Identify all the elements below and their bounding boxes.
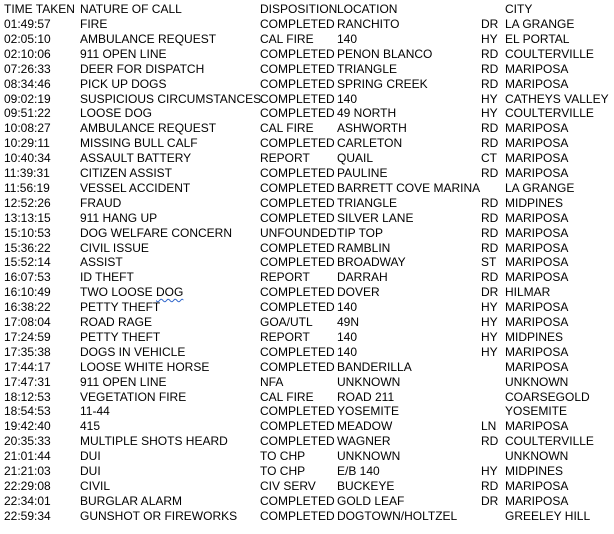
cell-city: GREELEY HILL <box>505 508 591 523</box>
cell-location: E/B 140 <box>337 464 380 478</box>
cell-nature: DUI <box>80 464 101 478</box>
cell-time: 21:01:44 <box>4 449 51 464</box>
cell-city: MARIPOSA <box>505 359 569 374</box>
cell-location: TIP TOP <box>337 225 384 240</box>
cell-location: BARRETT COVE MARINA <box>337 180 481 195</box>
cell-location: 140 <box>337 300 358 315</box>
cell-disposition: COMPLETED <box>260 210 335 225</box>
cell-location: DOVER <box>337 285 380 300</box>
header-row <box>0 2 614 17</box>
cell-disposition: COMPLETED <box>260 255 335 270</box>
table-row <box>0 300 614 315</box>
cell-nature: FIRE <box>80 17 108 31</box>
table-row <box>0 226 614 241</box>
cell-time: 22:34:01 <box>4 493 51 508</box>
cell-city: MARIPOSA <box>505 478 569 493</box>
cell-time: 17:44:17 <box>4 359 51 374</box>
table-row <box>0 92 614 107</box>
cell-time: 10:08:27 <box>4 121 51 136</box>
cell-time: 16:10:49 <box>4 285 51 300</box>
cell-location: 140 <box>337 344 358 359</box>
cell-disposition: COMPLETED <box>260 300 335 315</box>
table-row <box>0 106 614 121</box>
cell-street-suffix: RD <box>481 270 499 285</box>
cell-disposition: COMPLETED <box>260 419 335 434</box>
cell-time: 17:08:04 <box>4 315 51 329</box>
cell-nature: CITIZEN ASSIST <box>80 166 173 180</box>
cell-nature: FRAUD <box>80 195 122 210</box>
cell-city: MARIPOSA <box>505 121 569 136</box>
table-row <box>0 360 614 375</box>
cell-location: SILVER LANE <box>337 210 414 225</box>
table-row <box>0 181 614 196</box>
cell-disposition: COMPLETED <box>260 76 335 91</box>
cell-nature: VESSEL ACCIDENT <box>80 180 191 195</box>
cell-location: ASHWORTH <box>337 121 407 136</box>
cell-nature: ROAD RAGE <box>80 315 153 329</box>
cell-nature: LOOSE DOG <box>80 106 153 121</box>
cell-city: MARIPOSA <box>505 419 569 434</box>
cell-location: DARRAH <box>337 270 388 285</box>
cell-nature: TWO LOOSE DOG <box>80 285 184 300</box>
cell-street-suffix: HY <box>481 329 498 344</box>
cell-nature: 11-44 <box>80 404 110 419</box>
cell-street-suffix: DR <box>481 17 499 31</box>
cell-city: LA GRANGE <box>505 180 575 195</box>
cell-street-suffix: HY <box>481 464 498 478</box>
cell-city: MARIPOSA <box>505 344 569 359</box>
cell-time: 15:10:53 <box>4 225 51 240</box>
cell-nature: ID THEFT <box>80 270 134 285</box>
cell-location: PENON BLANCO <box>337 46 433 61</box>
cell-street-suffix: RD <box>481 136 499 151</box>
cell-city: EL PORTAL <box>505 31 570 46</box>
cell-disposition: COMPLETED <box>260 493 335 508</box>
cell-city: MARIPOSA <box>505 76 569 91</box>
cell-location: RAMBLIN <box>337 240 391 255</box>
cell-nature: DOGS IN VEHICLE <box>80 344 186 359</box>
cell-time: 18:54:53 <box>4 404 51 419</box>
cell-city: MARIPOSA <box>505 166 569 180</box>
cell-disposition: TO CHP <box>260 464 306 478</box>
cell-street-suffix: RD <box>481 478 499 493</box>
cell-location: BANDERILLA <box>337 359 412 374</box>
cell-disposition: COMPLETED <box>260 344 335 359</box>
table-row <box>0 375 614 390</box>
cell-location: BUCKEYE <box>337 478 395 493</box>
cell-disposition: COMPLETED <box>260 166 335 180</box>
cell-disposition: REPORT <box>260 270 310 285</box>
cell-time: 01:49:57 <box>4 17 51 31</box>
cell-location: 49N <box>337 315 360 329</box>
cell-nature: 911 OPEN LINE <box>80 46 167 61</box>
cell-disposition: CAL FIRE <box>260 31 314 46</box>
table-row <box>0 32 614 47</box>
cell-location: MEADOW <box>337 419 393 434</box>
cell-location: UNKNOWN <box>337 449 401 464</box>
cell-nature: GUNSHOT OR FIREWORKS <box>80 508 238 523</box>
cell-location: 140 <box>337 31 358 46</box>
header-time: TIME TAKEN <box>4 2 75 16</box>
cell-city: MIDPINES <box>505 329 564 344</box>
cell-time: 09:02:19 <box>4 91 51 106</box>
cell-nature: BURGLAR ALARM <box>80 493 183 508</box>
cell-disposition: COMPLETED <box>260 180 335 195</box>
cell-street-suffix: RD <box>481 225 499 240</box>
cell-city: MARIPOSA <box>505 493 569 508</box>
table-row <box>0 62 614 77</box>
cell-nature: AMBULANCE REQUEST <box>80 121 217 136</box>
cell-nature: VEGETATION FIRE <box>80 389 187 404</box>
cell-time: 20:35:33 <box>4 434 51 449</box>
cell-time: 19:42:40 <box>4 419 51 434</box>
cell-city: COULTERVILLE <box>505 46 594 61</box>
cell-street-suffix: RD <box>481 76 499 91</box>
cell-nature: PICK UP DOGS <box>80 76 167 91</box>
cell-time: 08:34:46 <box>4 76 51 91</box>
cell-time: 11:39:31 <box>4 166 50 180</box>
cell-location: 140 <box>337 329 358 344</box>
cell-time: 17:47:31 <box>4 374 51 389</box>
cell-location: DOGTOWN/HOLTZEL <box>337 508 458 523</box>
cell-disposition: COMPLETED <box>260 285 335 300</box>
cell-time: 18:12:53 <box>4 389 51 404</box>
cell-city: COARSEGOLD <box>505 389 590 404</box>
table-row <box>0 211 614 226</box>
cell-disposition: COMPLETED <box>260 46 335 61</box>
cell-city: MARIPOSA <box>505 255 569 270</box>
table-row <box>0 47 614 62</box>
table-row <box>0 17 614 32</box>
cell-nature: 911 HANG UP <box>80 210 158 225</box>
cell-street-suffix: RD <box>481 61 499 76</box>
cell-disposition: COMPLETED <box>260 240 335 255</box>
cell-location: RANCHITO <box>337 17 400 31</box>
header-disposition: DISPOSITION <box>260 2 338 16</box>
table-row <box>0 494 614 509</box>
cell-disposition: CAL FIRE <box>260 389 314 404</box>
cell-nature: DUI <box>80 449 101 464</box>
table-row <box>0 509 614 524</box>
cell-disposition: COMPLETED <box>260 508 335 523</box>
cell-disposition: COMPLETED <box>260 359 335 374</box>
cell-disposition: NFA <box>260 374 284 389</box>
cell-location: TRIANGLE <box>337 61 398 76</box>
cell-location: CARLETON <box>337 136 403 151</box>
cell-city: MARIPOSA <box>505 270 569 285</box>
cell-disposition: COMPLETED <box>260 434 335 449</box>
cell-location: SPRING CREEK <box>337 76 428 91</box>
cell-nature: PETTY THEFT <box>80 300 161 315</box>
cell-disposition: COMPLETED <box>260 195 335 210</box>
cell-location: 140 <box>337 91 358 106</box>
cell-city: MARIPOSA <box>505 151 569 166</box>
cell-location: QUAIL <box>337 151 374 166</box>
cell-time: 17:35:38 <box>4 344 51 359</box>
cell-city: MARIPOSA <box>505 225 569 240</box>
cell-street-suffix: HY <box>481 300 498 315</box>
cell-location: ROAD 211 <box>337 389 395 404</box>
cell-location: BROADWAY <box>337 255 406 270</box>
cell-city: MARIPOSA <box>505 240 569 255</box>
cell-time: 21:21:03 <box>4 464 51 478</box>
cell-city: MARIPOSA <box>505 136 569 151</box>
cell-nature: LOOSE WHITE HORSE <box>80 359 210 374</box>
table-row <box>0 121 614 136</box>
cell-location: WAGNER <box>337 434 391 449</box>
cell-city: COULTERVILLE <box>505 106 594 121</box>
cell-city: HILMAR <box>505 285 551 300</box>
cell-street-suffix: RD <box>481 46 499 61</box>
table-row <box>0 434 614 449</box>
cell-city: MARIPOSA <box>505 61 569 76</box>
cell-street-suffix: DR <box>481 493 499 508</box>
table-row <box>0 390 614 405</box>
cell-street-suffix: HY <box>481 31 498 46</box>
cell-location: YOSEMITE <box>337 404 400 419</box>
table-row <box>0 449 614 464</box>
cell-street-suffix: RD <box>481 166 499 180</box>
cell-city: MARIPOSA <box>505 300 569 315</box>
cell-time: 10:29:11 <box>4 136 50 151</box>
cell-city: MARIPOSA <box>505 210 569 225</box>
cell-street-suffix: HY <box>481 315 498 329</box>
cell-disposition: COMPLETED <box>260 136 335 151</box>
cell-disposition: TO CHP <box>260 449 306 464</box>
cell-street-suffix: RD <box>481 121 499 136</box>
cell-street-suffix: RD <box>481 210 499 225</box>
table-row <box>0 241 614 256</box>
cell-time: 13:13:15 <box>4 210 51 225</box>
header-nature: NATURE OF CALL <box>80 2 182 16</box>
cell-street-suffix: DR <box>481 285 499 300</box>
cell-time: 11:56:19 <box>4 180 50 195</box>
cell-nature: DOG WELFARE CONCERN <box>80 225 233 240</box>
table-row <box>0 419 614 434</box>
cell-location: UNKNOWN <box>337 374 401 389</box>
cell-disposition: REPORT <box>260 329 310 344</box>
cell-street-suffix: ST <box>481 255 497 270</box>
table-row <box>0 464 614 479</box>
cell-location: PAULINE <box>337 166 388 180</box>
cell-nature: PETTY THEFT <box>80 329 161 344</box>
cell-street-suffix: HY <box>481 344 498 359</box>
cell-nature: CIVIL ISSUE <box>80 240 149 255</box>
cell-city: CATHEYS VALLEY <box>505 91 609 106</box>
cell-disposition: GOA/UTL <box>260 315 313 329</box>
cell-street-suffix: LN <box>481 419 497 434</box>
cell-street-suffix: RD <box>481 240 499 255</box>
cell-city: YOSEMITE <box>505 404 568 419</box>
cell-location: GOLD LEAF <box>337 493 405 508</box>
cell-disposition: COMPLETED <box>260 91 335 106</box>
cell-nature: MULTIPLE SHOTS HEARD <box>80 434 228 449</box>
cell-nature: CIVIL <box>80 478 111 493</box>
cell-nature: 415 <box>80 419 101 434</box>
cell-nature: 911 OPEN LINE <box>80 374 167 389</box>
table-row <box>0 151 614 166</box>
table-row <box>0 330 614 345</box>
table-row <box>0 404 614 419</box>
table-row <box>0 196 614 211</box>
cell-nature: MISSING BULL CALF <box>80 136 198 151</box>
cell-time: 16:07:53 <box>4 270 51 285</box>
cell-city: UNKNOWN <box>505 374 569 389</box>
cell-disposition: REPORT <box>260 151 310 166</box>
cell-location: TRIANGLE <box>337 195 398 210</box>
header-location: LOCATION <box>337 2 398 16</box>
cell-disposition: CIV SERV <box>260 478 316 493</box>
cell-street-suffix: CT <box>481 151 497 166</box>
table-row <box>0 285 614 300</box>
cell-location: 49 NORTH <box>337 106 397 121</box>
cell-time: 17:24:59 <box>4 329 51 344</box>
table-row <box>0 77 614 92</box>
table-row <box>0 315 614 330</box>
cell-time: 02:10:06 <box>4 46 51 61</box>
cell-time: 15:52:14 <box>4 255 51 270</box>
table-row <box>0 166 614 181</box>
cell-time: 22:29:08 <box>4 478 51 493</box>
cell-nature: ASSIST <box>80 255 123 270</box>
header-city: CITY <box>505 2 533 16</box>
cell-disposition: CAL FIRE <box>260 121 314 136</box>
table-row <box>0 345 614 360</box>
cell-street-suffix: RD <box>481 434 499 449</box>
cell-disposition: COMPLETED <box>260 17 335 31</box>
cell-nature: SUSPICIOUS CIRCUMSTANCES <box>80 91 262 106</box>
cell-disposition: UNFOUNDED <box>260 225 337 240</box>
cell-nature: DEER FOR DISPATCH <box>80 61 205 76</box>
table-row <box>0 136 614 151</box>
cell-time: 16:38:22 <box>4 300 51 315</box>
cell-nature: AMBULANCE REQUEST <box>80 31 217 46</box>
cell-city: LA GRANGE <box>505 17 575 31</box>
cell-time: 22:59:34 <box>4 508 51 523</box>
table-row <box>0 255 614 270</box>
cell-city: UNKNOWN <box>505 449 569 464</box>
cell-street-suffix: RD <box>481 195 499 210</box>
cell-nature: ASSAULT BATTERY <box>80 151 192 166</box>
cell-disposition: COMPLETED <box>260 61 335 76</box>
cell-time: 12:52:26 <box>4 195 51 210</box>
cell-street-suffix: HY <box>481 106 498 121</box>
table-row <box>0 270 614 285</box>
cell-city: MIDPINES <box>505 195 564 210</box>
cell-city: COULTERVILLE <box>505 434 594 449</box>
cell-time: 15:36:22 <box>4 240 51 255</box>
cell-city: MIDPINES <box>505 464 564 478</box>
cell-time: 02:05:10 <box>4 31 51 46</box>
cell-time: 10:40:34 <box>4 151 51 166</box>
cell-time: 07:26:33 <box>4 61 51 76</box>
cell-time: 09:51:22 <box>4 106 51 121</box>
cell-city: MARIPOSA <box>505 315 569 329</box>
cell-street-suffix: HY <box>481 91 498 106</box>
cell-disposition: COMPLETED <box>260 106 335 121</box>
table-row <box>0 479 614 494</box>
cell-disposition: COMPLETED <box>260 404 335 419</box>
